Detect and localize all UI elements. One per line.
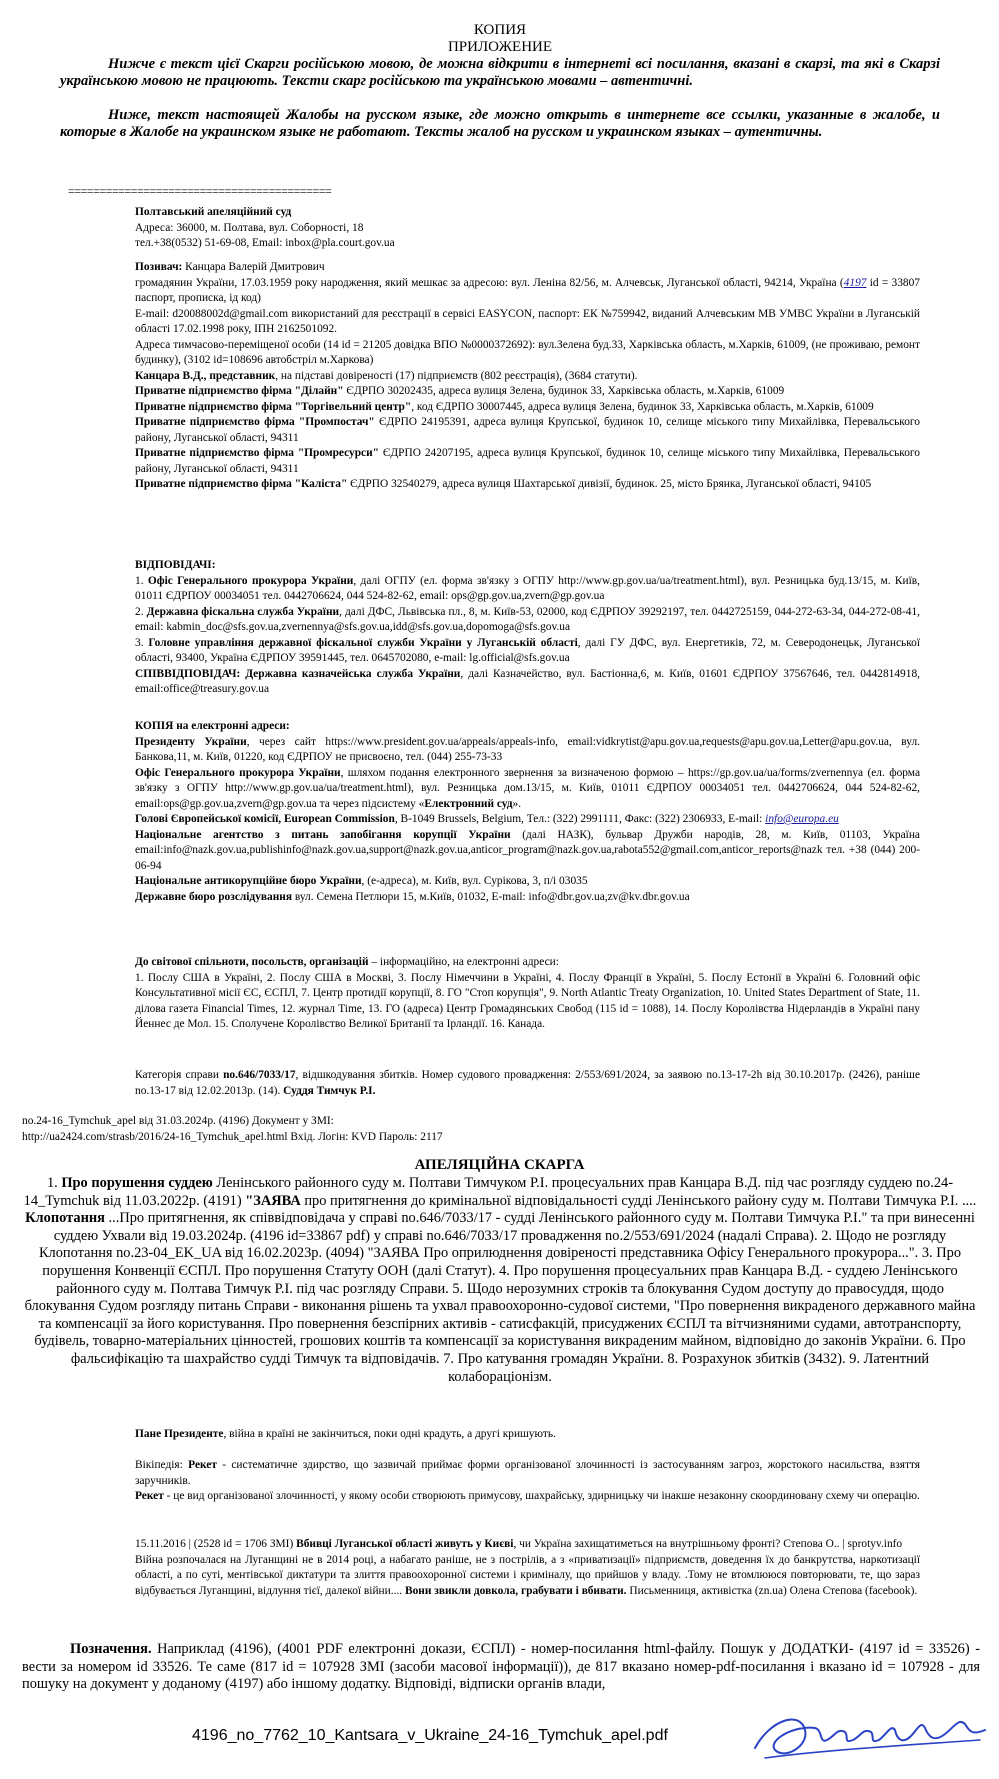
wiki-block	[135, 1458, 920, 1505]
firm-item	[135, 384, 920, 400]
firm-name: Приватне підприємство фірма "Каліста"	[135, 478, 348, 490]
plaintiff-line3: Адреса тимчасово-переміщеної особи (14 id = 21205 довідка ВПО №0000372692): вул.Зелена буд.33, Харківська область, м.Харків, 61009, (не проживаю, ремонт будинку), (3102 id=108696 автобстріл м.Харкова)	[135, 338, 920, 366]
nazk-name: Національне агентство з питань запобігання корупції України	[135, 828, 511, 841]
ogpu-name: Офіс Генерального прокурора України	[135, 766, 341, 779]
world-list: 1. Послу США в Україні, 2. Послу США в Москві, 3. Послу Німеччини в Україні, 4. Послу Франції в Україні, 5. Послу Естонії в Україні 6. Головний офіс Консультативної місії ЄС, ЄСПЛ, 7. Центр протидії корупції, 8. ГО "Стоп корупція", 9. North Atlantic Treaty Organization, 10. United States Department of State, 11. ділова газета Financial Times, 12. журнал Time, 13. ГО (адреса) Центр Громадянських Свобод (115 id = 1088), 14. Послу Королівства Нідерландів в Україні пану Йеннес де Мол. 15. Сполучене Королівство Великої Британії та Ірландії. 16. Канада.	[135, 971, 920, 1030]
president-note	[135, 1427, 920, 1443]
firm-item	[135, 477, 920, 493]
firm-name: Приватне підприємство фірма "Ділайн"	[135, 385, 344, 397]
court-block	[135, 205, 920, 252]
category-block	[135, 1068, 920, 1099]
appeal-text: про притягнення до кримінальної відповідальності судді Ленінського району суду м. Полтави Тимчука Р.І. ....	[300, 1192, 977, 1209]
appeal-text: Ленінського районного суду м. Полтави Тимчуком Р.І. процесуальних прав Канцара В.Д. під час розгляду суддею no.24-14_Tymchuk від 11.03.2022р. (4191)	[23, 1175, 954, 1209]
court-name: Полтавський апеляційний суд	[135, 206, 292, 218]
nabu-name: Національне антикорупційне бюро України	[135, 875, 362, 887]
defendant-name: Державна фіскальна служба України	[146, 605, 340, 618]
ogpu-tail: ».	[512, 797, 522, 810]
plaintiff-line1: громадянин України, 17.03.1959 року народження, який мешкає за адресою: вул. Леніна 82/56, м. Алчевськ, Луганської області, 94214, Україна (	[135, 276, 844, 289]
court-contacts: тел.+38(0532) 51-69-08, Email: inbox@pla.court.gov.ua	[135, 237, 395, 249]
judge-name: Суддя Тимчук Р.І.	[283, 1084, 376, 1097]
link-4197[interactable]: 4197	[843, 276, 867, 289]
co-defendant-name: : Державна казначейська служба України	[236, 667, 461, 680]
defendants-label: ВІДПОВІДАЧІ:	[135, 559, 216, 571]
eu-commission-details: , B-1049 Brussels, Belgium, Тел.: (322) 2991111, Факс: (322) 2306933, E-mail:	[394, 813, 766, 825]
world-community-block	[135, 955, 920, 1033]
media-note-line1: no.24-16_Tymchuk_apel від 31.03.2024р. (4196) Документ у ЗМІ:	[22, 1115, 334, 1127]
appeal-title: АПЕЛЯЦІЙНА СКАРГА	[414, 1157, 585, 1173]
president-details: , через сайт https://www.president.gov.ua/appeals/appeals-info, email:vidkrytist@apu.gov.ua,requests@apu.gov.ua,Letter@apu.gov.ua, вул. Банкова,11, м. Київ, 01220, код ЄДРПОУ не присвоєно, тел. (044) 255-73-33	[135, 735, 921, 763]
appeal-text: 1.	[46, 1175, 62, 1191]
news-tail: Письменниця, активістка (zn.ua) Олена Степова (facebook).	[626, 1584, 918, 1597]
firm-name: Приватне підприємство фірма "Торгівельний центр"	[135, 400, 412, 413]
representative-rest: , на підставі довіреності (17) підприємств (802 реєстрація), (3684 статути).	[275, 369, 638, 382]
defendant-details: , далі ДФС, Львівська пл., 8, м. Київ-53, 02000, код ЄДРПОУ 39292197, тел. 0442725159, 044-272-63-34, 044-272-08-41, email: kabmin_doc@sfs.gov.ua,zvernennya@sfs.gov.ua,idd@sfs.gov.ua,dopomoga@sfs.gov.ua	[135, 605, 920, 633]
copy-label: КОПИЯ	[473, 22, 527, 38]
appeal-text-bold: Про порушення суддею	[61, 1175, 213, 1191]
category-details: , відшкодування збитків. Номер судового провадження: 2/553/691/2024, за заявою no.13-17-2h від 30.10.2017р. (2426), раніше no.13-17 від 12.02.2013р. (14).	[135, 1069, 921, 1097]
electronic-court: Електронний суд	[424, 797, 513, 810]
defendant-num: 3.	[135, 636, 149, 649]
media-note	[22, 1113, 622, 1145]
plaintiff-line2: E-mail: d20088002d@gmail.com використаний для реєстрації в сервісі EASYCON, паспорт: ЕК №759942, виданий Алчевським МВ УМВС України в Луганській області 17.02.1998 року, ІПН 2162501092.	[135, 307, 920, 335]
president-name: Президенту України	[135, 735, 247, 748]
defendants-block	[135, 558, 920, 698]
news-body: Війна розпочалася на Луганщині не в 2014 році, а набагато раніше, не з пострілів, а з «приватизації» підприємств, доведення їх до банкрутства, наркотизації області, а по суті, ментівської диктатури та злиття правоохоронної системи і криміналу, що прийшов у владу. .Тому не втомлююся повторювати, те, що зараз відбувається Луганщині, відлуння тієї, далекої війни....	[135, 1553, 920, 1597]
separator-line: ==========================================	[68, 184, 332, 198]
firm-details: ЄДРПО 32540279, адреса вулиця Шахтарської дивізії, будинок. 25, місто Брянка, Луганської області, 94105	[347, 478, 872, 490]
wiki-prefix: Вікіпедія:	[135, 1459, 189, 1471]
intro-russian: Ниже, текст настоящей Жалобы на русском языке, где можно открыть в интернете все ссылки, указанные в жалобе, и которые в Жалобе на украинском языке не работают. Тексты жалоб на русском и украинском языках – аутентичны.	[60, 107, 940, 140]
notes-label: Позначення.	[70, 1641, 152, 1657]
news-date: 15.11.2016 | (2528 id = 1706 ЗМІ)	[135, 1538, 297, 1550]
nazk-details: (далі НАЗК), бульвар Дружби народів, 28, м. Київ, 01103, Україна email:info@nazk.gov.ua,publishinfo@nazk.gov.ua,support@nazk.gov.ua,anticor_program@nazk.gov.ua,rabota552@gmail.com,anticor_reports@nazk тел. +38 (044) 200-06-94	[135, 828, 920, 872]
copies-block	[135, 719, 920, 905]
firm-item	[135, 415, 920, 446]
notes-paragraph	[22, 1641, 980, 1694]
firm-item	[135, 400, 920, 416]
eu-email-link[interactable]: info@europa.eu	[765, 813, 839, 825]
defendant-name: Офіс Генерального прокурора України	[147, 574, 354, 587]
news-body-bold: Вони звикли довкола, грабувати і вбивати.	[404, 1584, 627, 1597]
news-headline: Вбивці Луганської області живуть у Києві	[296, 1538, 514, 1550]
eu-commission-name: Голові Європейської комісії, European Commission	[135, 813, 395, 825]
firm-details: ЄДРПО 30202435, адреса вулиця Зелена, будинок 33, Харківська область, м.Харків, 61009	[343, 385, 785, 397]
plaintiff-name: Канцара Валерій Дмитрович	[182, 261, 325, 273]
firm-item	[135, 446, 920, 477]
appeal-body	[20, 1175, 980, 1386]
world-label: До світової спільноти, посольств, організацій	[135, 956, 369, 968]
firm-name: Приватне підприємство фірма "Промпостач"	[135, 416, 375, 428]
appeal-text-bold: "ЗАЯВА	[245, 1192, 301, 1209]
wiki-term: Рекет	[188, 1459, 217, 1471]
court-address: Адреса: 36000, м. Полтава, вул. Соборності, 18	[135, 221, 364, 234]
co-defendant-label: СПІВВІДПОВІДАЧ	[135, 667, 237, 680]
footer-filename: 4196_no_7762_10_Kantsara_v_Ukraine_24-16_Tymchuk_apel.pdf	[192, 1727, 668, 1744]
firm-details: , код ЄДРПО 30007445, адреса вулиця Зелена, будинок 33, Харківська область, м.Харків, 61009	[411, 400, 874, 413]
wiki-definition: - це вид організованої злочинності, у якому особи створюють примусову, шахрайську, здирницьку чи інакше незаконну скоординовану схему чи операцію.	[163, 1490, 920, 1502]
world-label-rest: – інформаційно, на електронні адреси:	[368, 956, 559, 968]
case-number: no.646/7033/17	[223, 1069, 296, 1081]
appendix-label: ПРИЛОЖЕНИЕ	[447, 39, 553, 55]
defendant-item	[135, 574, 920, 605]
defendant-details: , далі ГУ ДФС, вул. Енергетиків, 72, м. Северодонецьк, Луганської області, 93400, Україна ЄДРПОУ 39591445, тел. 0645702080, e-mail: lg.official@sfs.gov.ua	[135, 636, 921, 664]
ogpu-details: , шляхом подання електронного звернення за визначеною формою – https://gp.gov.ua/ua/forms/zvernennya (ел. форма зв'язку з ОГПУ http://www.gp.gov.ua/ua/treatment.html), вул. Резницька дом.13/15, м. Київ, 01011 ЄДРПОУ 00034051 тел. 0442706624, 044 524-82-62, email:ops@gp.gov.ua,zvern@gp.gov.ua та через підсистему «	[135, 766, 920, 810]
notes-text: Наприклад (4196), (4001 PDF електронні докази, ЄСПЛ) - номер-посилання html-файлу. Пошук у ДОДАТКИ- (4197 id = 33526) - вести за номером id 33526. Те саме (817 id = 107928 ЗМІ (засоби масової інформації)), де 817 вказано номер-pdf-посилання і вказано id = 107928 - для пошуку на документ у доданому (4197) або іншому додатку. Відповіді, відписки органів влади,	[22, 1641, 980, 1693]
appeal-text: ...Про притягнення, як співвідповідача у справі no.646/7033/17 - судді Ленінського районного суду м. Полтави Тимчука Р.І." та при винесенні суддею Ухвали від 19.03.2024р. (4196 id=33867 pdf) у справі no.646/7033/17 провадження no.2/553/691/2024 (надалі Справа). 2. Щодо не розгляду Клопотання no.23-04_EK_UA від 16.02.2023р. (4094) "ЗАЯВА Про оприлюднення довіреності представника Офісу Генерального прокурора...". 3. Про порушення Конвенції ЄСПЛ. Про порушення Статуту ООН (далі Статут). 4. Про порушення процесуальних прав Канцара В.Д. - суддею Ленінського районного суду м. Полтава Тимчук Р.І. під час розгляду Справи. 5. Щодо нерозумних строків та блокування Судом доступу до правосуддя, щодо блокування Судом розгляду питань Справи - виконання рішень та ухвал правоохоронно-судової системи, "Про повернення викраденого державного майна та компенсації за його користування. Про повернення безспірних активів - сатисфакцій, присуджених ЄСПЛ та вітчизняними судами, автотранспорту, будівель, товарно-матеріальних цінностей, грошових коштів та компенсації за користування викраденим майном, відповідно до законів України. 6. Про фальсифікацію та шахрайство судді Тимчук та відповідачів. 7. Про катування громадян України. 8. Розрахунок збитків (3432). 9. Латентний колабораціонізм.	[24, 1210, 976, 1385]
plaintiff-block	[135, 260, 920, 493]
president-note-bold: Пане Президенте	[135, 1428, 224, 1440]
defendant-details: , далі ОГПУ (ел. форма зв'язку з ОГПУ http://www.gp.gov.ua/ua/treatment.html), вул. Резницька буд.13/15, м. Київ, 01011 ЄДРПОУ 00034051 тел. 0442706624, 044 524-82-62, email: ops@gp.gov.ua,zvern@gp.gov.ua	[135, 574, 921, 602]
president-note-text: , війна в країні не закінчиться, поки одні крадуть, а другі кришують.	[223, 1428, 556, 1440]
defendant-num: 2.	[135, 605, 147, 618]
wiki-definition: - систематичне здирство, що зазвичай приймає форми організованої злочинності із застосуванням загроз, жорстокого насильства, взяття заручників.	[135, 1459, 920, 1487]
dbr-name: Державне бюро розслідування	[135, 890, 293, 903]
intro-ukrainian: Нижче є текст цієї Скарги російською мовою, де можна відкрити в інтернеті всі посилання, вказані в скарзі, та які в Скарзі українською мовою не працюють. Тексти скарг російською та українською мовами – автентичні.	[60, 56, 940, 89]
representative-name: Канцара В.Д., представник	[135, 369, 276, 382]
document-header	[60, 22, 940, 141]
dbr-details: вул. Семена Петлюри 15, м.Київ, 01032, E-mail: info@dbr.gov.ua,zv@kv.dbr.gov.ua	[292, 890, 690, 903]
co-defendant	[135, 667, 920, 698]
plaintiff-line1-end: id = 33807 паспорт, прописка, ід код)	[135, 276, 920, 304]
appeal-text-bold: Клопотання	[25, 1210, 105, 1227]
wiki-term: Рекет	[135, 1490, 164, 1502]
defendant-item	[135, 636, 920, 667]
defendant-num: 1.	[135, 574, 148, 587]
media-note-line2: http://ua2424.com/strasb/2016/24-16_Tymchuk_apel.html Вхід. Логін: KVD Пароль: 2117	[22, 1131, 443, 1143]
co-defendant-details: , далі Казначейство, вул. Бастіонна,6, м. Київ, 01601 ЄДРПОУ 37567646, тел. 0442814918, email:office@treasury.gov.ua	[135, 667, 920, 695]
defendant-item	[135, 605, 920, 636]
defendant-name: Головне управління державної фіскальної служби України у Луганській області	[148, 636, 578, 649]
news-block	[135, 1537, 920, 1599]
category-prefix: Категорія справи	[135, 1069, 224, 1081]
signature-icon	[745, 1700, 995, 1770]
firm-details: ЄДРПО 24195391, адреса вулиця Крупської, будинок 10, селище міського типу Михайлівка, Перевальського району, Луганської області, 94311	[135, 416, 920, 444]
news-source: , чи Україна захищатиметься на внутрішньому фронті? Степова О.. | sprotyv.info	[513, 1538, 903, 1550]
firm-details: ЄДРПО 24207195, адреса вулиця Крупської, будинок 10, селище міського типу Михайлівка, Перевальського району, Луганської області, 94311	[135, 447, 920, 475]
nabu-details: , (е-адреса), м. Київ, вул. Сурікова, 3, п/і 03035	[361, 875, 588, 887]
firm-name: Приватне підприємство фірма "Промресурси"	[135, 447, 379, 459]
copies-label: КОПІЯ на електронні адреси:	[135, 720, 290, 732]
plaintiff-label: Позивач:	[135, 261, 183, 273]
